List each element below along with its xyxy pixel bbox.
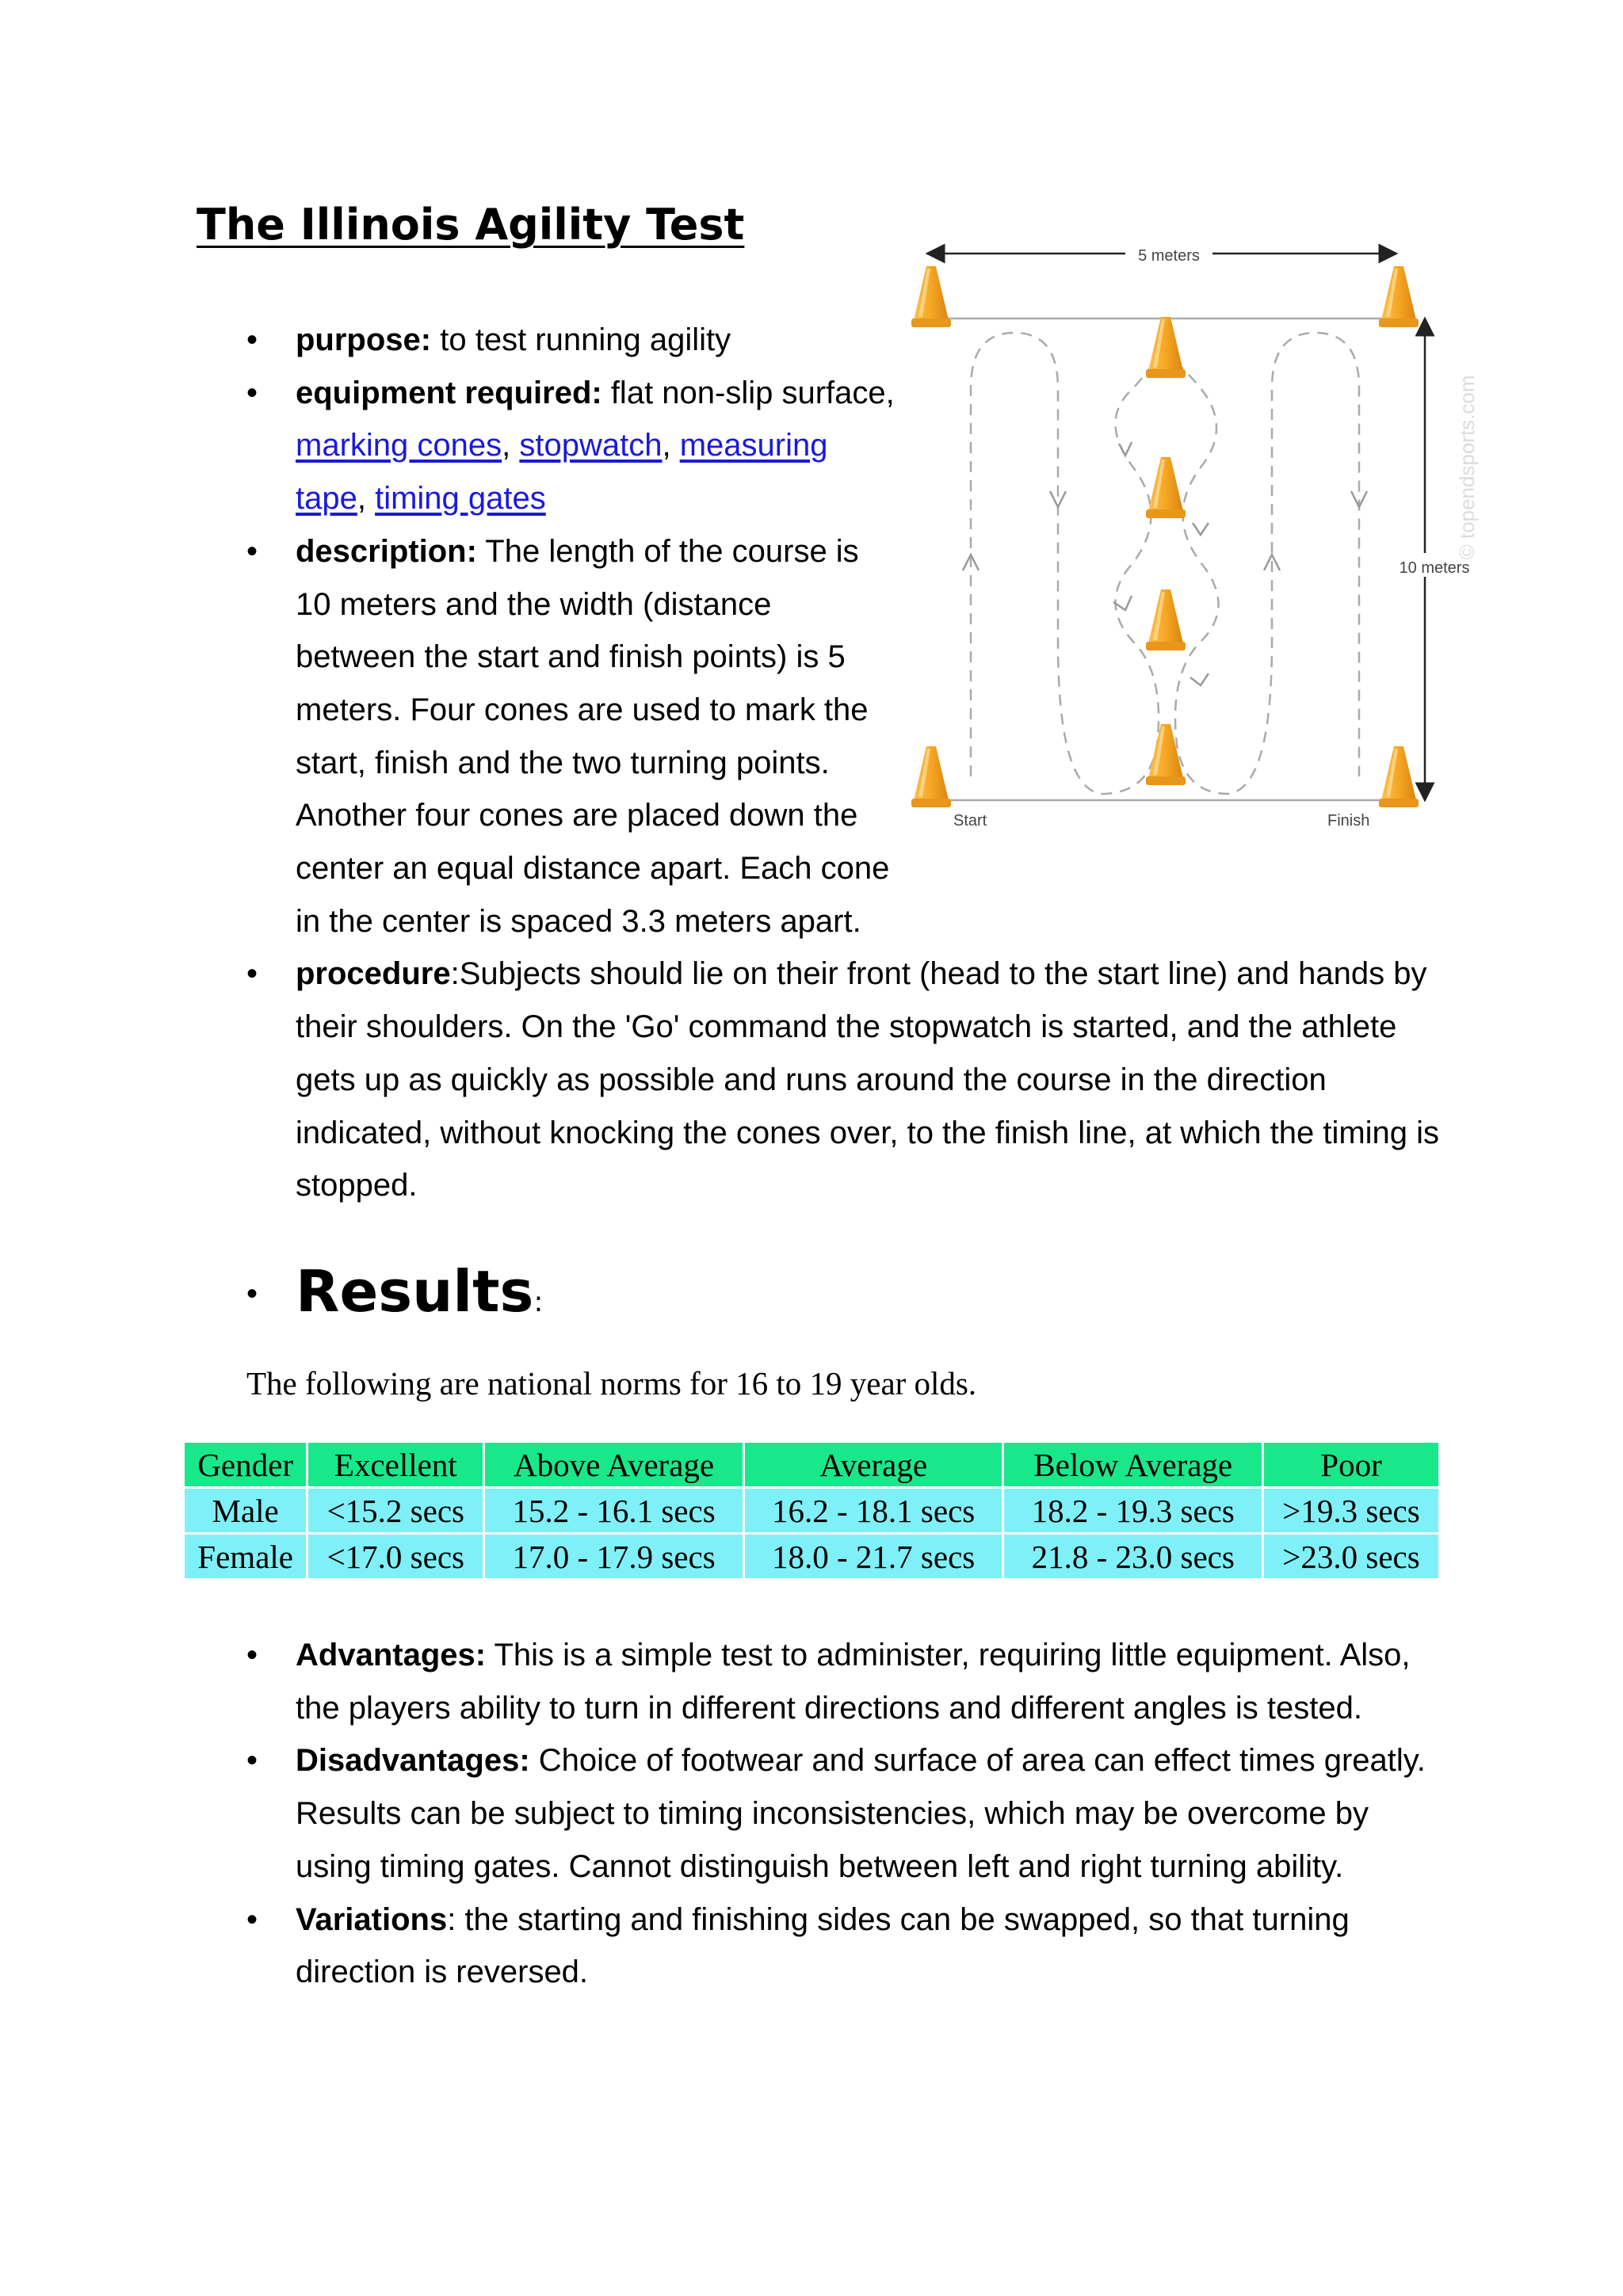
- table-cell: <17.0 secs: [307, 1534, 484, 1580]
- description-label: description:: [296, 533, 477, 569]
- equipment-item: • equipment required: flat non-slip surface, marking cones, stopwatch, measuring tape, timing gates: [296, 367, 898, 525]
- notes-list: [296, 1629, 1445, 1999]
- variations-item: [296, 1894, 1445, 1999]
- table-cell: >23.0 secs: [1263, 1534, 1440, 1580]
- disadvantages-item: [296, 1734, 1445, 1893]
- purpose-label: purpose:: [296, 322, 432, 357]
- cone-center-2: [1146, 457, 1186, 518]
- cone-start: [911, 746, 951, 807]
- watermark: © topendsports.com: [1455, 375, 1479, 560]
- table-cell: 16.2 - 18.1 secs: [743, 1488, 1003, 1534]
- disadvantages-text: Choice of footwear and surface of area can effect times greatly. Results can be subject to timing inconsistencies, which may be overcome by using timing gates. Cannot distinguish between left and right turning ability.: [296, 1743, 1426, 1884]
- advantages-item: [296, 1629, 1445, 1734]
- norms-text: The following are national norms for 16 to 19 year olds.: [246, 1365, 977, 1402]
- marking-cones-link[interactable]: marking cones: [296, 428, 502, 463]
- cone-top-left: [911, 266, 951, 327]
- stopwatch-link[interactable]: stopwatch: [519, 428, 663, 463]
- table-cell: <15.2 secs: [307, 1488, 484, 1534]
- width-label: 5 meters: [1138, 247, 1200, 265]
- header-excellent: Excellent: [307, 1442, 484, 1488]
- variations-label: Variations: [296, 1901, 448, 1937]
- table-cell: 17.0 - 17.9 secs: [484, 1534, 744, 1580]
- table-row: [184, 1488, 1440, 1534]
- variations-text: : the starting and finishing sides can be swapped, so that turning direction is reversed.: [296, 1901, 1350, 1990]
- table-cell: 21.8 - 23.0 secs: [1003, 1534, 1263, 1580]
- page-title: The Illinois Agility Test: [197, 200, 745, 250]
- disadvantages-label: Disadvantages:: [296, 1743, 530, 1779]
- table-row: [184, 1534, 1440, 1580]
- table-cell: 15.2 - 16.1 secs: [484, 1488, 744, 1534]
- cones: [911, 266, 1419, 807]
- description-text: The length of the course is 10 meters and the width (distance between the start and finish points) is 5 meters. Four cones are used to mark the start, finish and the two turning points. Another four cones are placed down the center an equal distance apart. Each cone in the center is spaced 3.3 meters apart.: [296, 533, 890, 939]
- table-cell: 18.2 - 19.3 secs: [1003, 1488, 1263, 1534]
- procedure-text: :Subjects should lie on their front (head to the start line) and hands by their shoulders. On the 'Go' command the stopwatch is started, and the athlete gets up as quickly as possible and runs around the course in the direction indicated, without knocking the cones over, to the finish line, at which the timing is stopped.: [296, 956, 1440, 1203]
- test-details-list: [296, 314, 1440, 1212]
- table-cell: 18.0 - 21.7 secs: [743, 1534, 1003, 1580]
- header-poor: Poor: [1263, 1442, 1440, 1488]
- norms-table: [182, 1440, 1441, 1581]
- procedure-label: procedure: [296, 956, 451, 992]
- procedure-item: [296, 948, 1445, 1212]
- cone-finish: [1379, 746, 1419, 807]
- results-title: Results: [296, 1258, 534, 1325]
- description-item: [296, 525, 898, 948]
- measuring-tape-link[interactable]: measuring tape: [296, 428, 828, 517]
- purpose-item: [296, 314, 898, 367]
- purpose-text: to test running agility: [431, 322, 731, 357]
- cone-center-1: [1146, 317, 1186, 378]
- length-label: 10 meters: [1399, 559, 1470, 577]
- equipment-text: flat non-slip surface,: [601, 375, 895, 410]
- advantages-label: Advantages:: [296, 1638, 487, 1672]
- results-colon: :: [533, 1286, 544, 1318]
- equipment-label: equipment required:: [296, 375, 602, 410]
- table-cell: Female: [184, 1534, 307, 1580]
- advantages-text: This is a simple test to administer, requiring little equipment. Also, the players ability to turn in different directions and different angles is tested.: [296, 1638, 1411, 1726]
- cone-center-4: [1146, 724, 1186, 785]
- start-label: Start: [953, 812, 987, 830]
- timing-gates-link[interactable]: timing gates: [375, 481, 546, 517]
- table-cell: >19.3 secs: [1263, 1488, 1440, 1534]
- header-gender: Gender: [184, 1442, 307, 1488]
- course-diagram: [896, 230, 1482, 848]
- finish-label: Finish: [1327, 812, 1370, 830]
- table-cell: Male: [184, 1488, 307, 1534]
- results-heading: [296, 1252, 543, 1342]
- header-average: Average: [743, 1442, 1003, 1488]
- table-header-row: [184, 1442, 1440, 1488]
- cone-center-3: [1146, 589, 1186, 650]
- results-bullet: •: [246, 1276, 258, 1311]
- header-below-average: Below Average: [1003, 1442, 1263, 1488]
- header-above-average: Above Average: [484, 1442, 744, 1488]
- cone-top-right: [1379, 266, 1419, 327]
